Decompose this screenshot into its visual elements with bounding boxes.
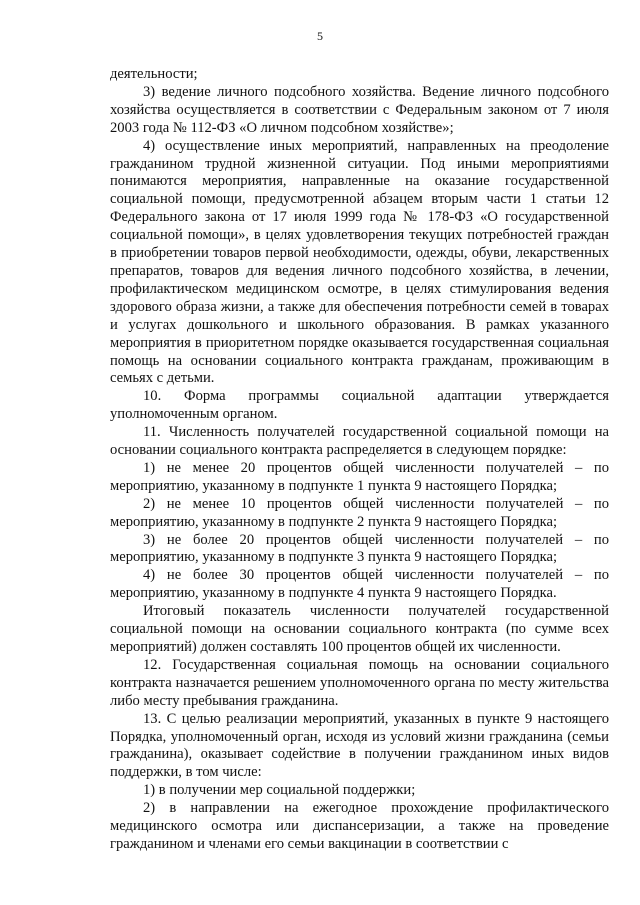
document-body [110,66,609,854]
paragraph-clause-11-item-1: 1) не менее 20 процентов общей численности получателей – по мероприятию, указанному в подпункте 1 пункта 9 настоящего Порядка; [110,459,609,494]
paragraph-clause-11-item-3: 3) не более 20 процентов общей численности получателей – по мероприятию, указанному в подпункте 3 пункта 9 настоящего Порядка; [110,531,609,566]
paragraph-item-3-household: 3) ведение личного подсобного хозяйства. Ведение личного подсобного хозяйства осуществляется в соответствии с Федеральным законом от 7 июля 2003 года № 112-ФЗ «О личном подсобном хозяйстве»; [110,83,609,136]
paragraph-clause-13: 13. С целью реализации мероприятий, указанных в пункте 9 настоящего Порядка, уполномоченный орган, исходя из условий жизни гражданина (семьи гражданина), оказывает содействие в получении гражданином иных видов поддержки, в том числе: [110,710,609,781]
paragraph-clause-12: 12. Государственная социальная помощь на основании социального контракта назначается решением уполномоченного органа по месту жительства либо месту пребывания гражданина. [110,656,609,709]
paragraph-clause-11-item-2: 2) не менее 10 процентов общей численности получателей – по мероприятию, указанному в подпункте 2 пункта 9 настоящего Порядка; [110,495,609,530]
paragraph-clause-11: 11. Численность получателей государственной социальной помощи на основании социального контракта распределяется в следующем порядке: [110,424,609,459]
paragraph-total-indicator: Итоговый показатель численности получателей государственной социальной помощи на основании социального контракта (по сумме всех мероприятий) должен составлять 100 процентов общей их численности. [110,603,609,655]
paragraph-item-4-other-measures: 4) осуществление иных мероприятий, направленных на преодоление гражданином трудной жизненной ситуации. Под иными мероприятиями понимаются мероприятия, направленные на оказание государственной социальной помощи, предусмотренной абзацем вторым части 1 статьи 12 Федерального закона от 17 июля 1999 года № 178-ФЗ «О государственной социальной помощи», в целях удовлетворения текущих потребностей граждан в приобретении товаров первой необходимости, одежды, обуви, лекарственных препаратов, товаров для ведения личного подсобного хозяйства, в лечении, профилактическом медицинском осмотре, в целях стимулирования ведения здорового образа жизни, а также для обеспечения потребности семей в товарах и услугах дошкольного и школьного образования. В рамках указанного мероприятия в приоритетном порядке оказывается государственная социальная помощь на основании социального контракта гражданам, проживающим в семьях с детьми. [110,137,609,387]
paragraph-clause-10: 10. Форма программы социальной адаптации утверждается уполномоченным органом. [110,388,609,423]
paragraph-clause-13-item-1: 1) в получении мер социальной поддержки; [143,782,416,799]
page-number: 5 [317,29,323,43]
paragraph-clause-11-item-4: 4) не более 30 процентов общей численности получателей – по мероприятию, указанному в подпункте 4 пункта 9 настоящего Порядка. [110,567,609,602]
paragraph-clause-13-item-2: 2) в направлении на ежегодное прохождение профилактического медицинского осмотра или диспансеризации, а также на проведение гражданином и членами его семьи вакцинации в соответствии с [110,800,609,852]
paragraph-continuation: деятельности; [110,66,198,82]
